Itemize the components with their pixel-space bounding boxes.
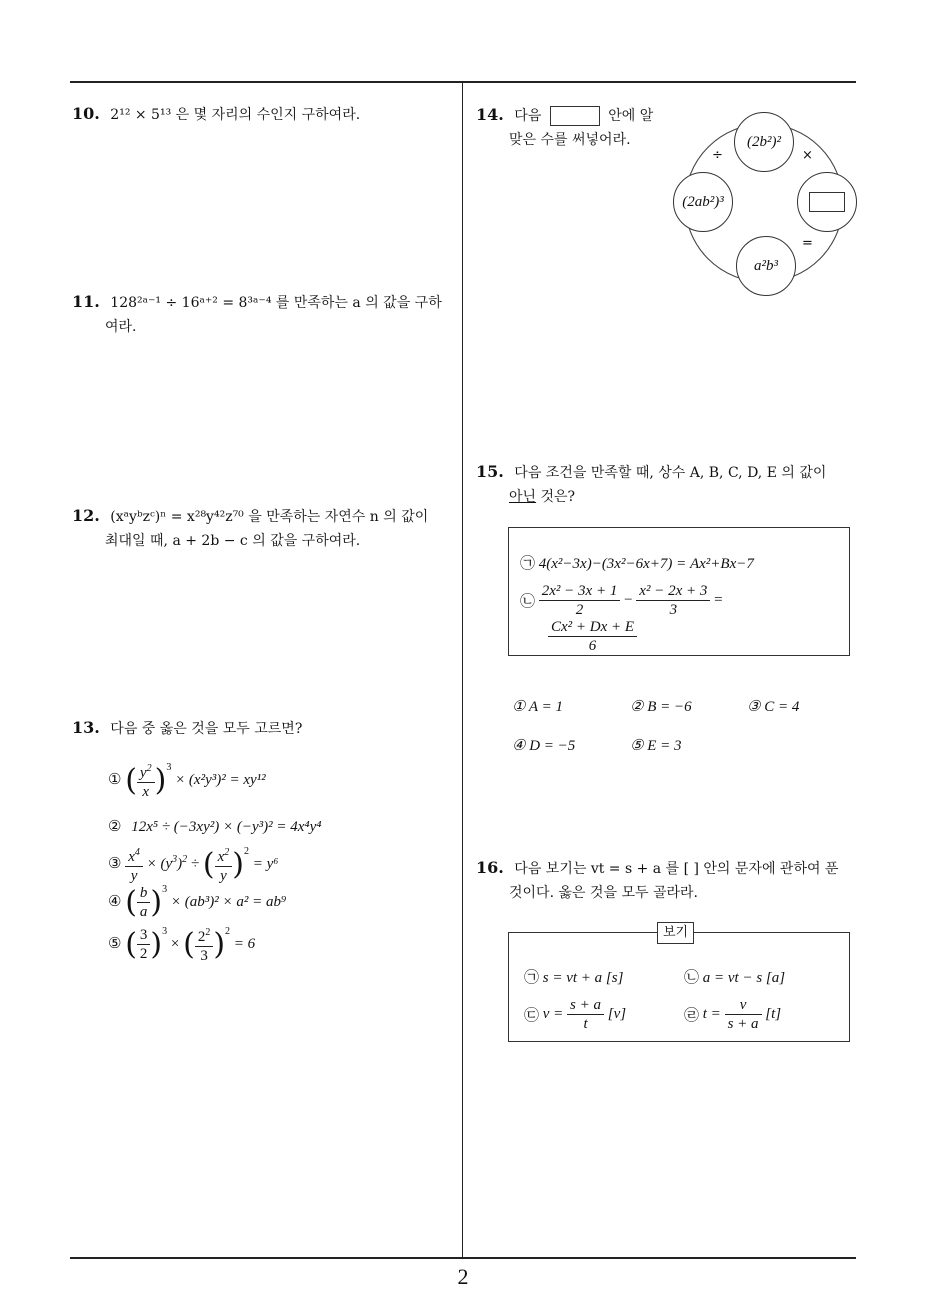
q15-option-1: ① A = 1 xyxy=(512,699,563,715)
question-14 xyxy=(476,103,653,152)
question-text: 2¹² × 5¹³ 은 몇 자리의 수인지 구하여라. xyxy=(110,107,361,123)
answer-blank-box[interactable] xyxy=(550,106,600,126)
question-12 xyxy=(72,504,458,553)
example-item-4: ㉣ t = $\frac{v}{s + a}$ [t] xyxy=(684,997,782,1032)
circle-top: (2b²)² xyxy=(734,112,794,172)
question-number: 15. xyxy=(476,462,504,481)
condition-mark: ㉠ xyxy=(520,556,536,572)
question-number: 14. xyxy=(476,105,504,124)
option-mark: ① xyxy=(108,771,122,788)
condition-mark: ㉡ xyxy=(520,594,536,610)
question-number: 11. xyxy=(72,292,100,311)
question-text-line2: 최대일 때, a + 2b − c 의 값을 구하여라. xyxy=(105,533,361,549)
circle-right xyxy=(797,172,857,232)
question-text-line1: (xᵃyᵇzᶜ)ⁿ = x²⁸y⁴²z⁷⁰ 을 만족하는 자연수 n 의 값이 xyxy=(110,509,429,525)
question-13 xyxy=(72,716,302,741)
question-text-line1: 128²ᵃ⁻¹ ÷ 16ᵃ⁺² = 8³ᵃ⁻⁴ 를 만족하는 a 의 값을 구하 xyxy=(110,295,442,311)
emphasis-underlined: 아닌 xyxy=(509,489,537,505)
option-mark: ⑤ xyxy=(108,935,122,952)
bottom-rule xyxy=(70,1257,856,1259)
option-mark: ③ xyxy=(108,855,122,872)
question-text: 다음 중 옳은 것을 모두 고르면? xyxy=(110,721,303,737)
example-item-3: ㉢ v = $\frac{s + a}{t}$ [v] xyxy=(524,997,627,1032)
question-text-1a: 다음 xyxy=(514,108,542,124)
option-mark: ④ xyxy=(108,894,122,910)
q13-option-1: ① ( $\frac{y^2}{x}$ )$^3$ × (x²y³)² = xy¹² xyxy=(108,761,266,800)
option-tail: = y⁶ xyxy=(252,855,279,872)
condition-2-rhs: $\frac{\text{Cx² + Dx + E}}{6}$ xyxy=(548,618,637,655)
question-number: 13. xyxy=(72,718,100,737)
condition-2: ㉡ $\frac{\text{2x² − 3x + 1}}{2}$ − $\frac{\text{x² − 2x + 3}}{3}$ = xyxy=(520,583,723,618)
circle-left: (2ab²)³ xyxy=(673,172,733,232)
question-number: 10. xyxy=(72,104,100,123)
q13-option-3: ③ $\frac{x^4}{y}$ × $(y^3)^2$ ÷ ( $\frac{x^2}{y}$ )$^2$ = y⁶ xyxy=(108,845,279,884)
question-text-line2: 맞은 수를 써넣어라. xyxy=(509,132,631,148)
q15-option-4: ④ D = −5 xyxy=(512,738,576,754)
circle-bottom: a²b³ xyxy=(736,236,796,296)
question-text-line2: 것이다. 옳은 것을 모두 골라라. xyxy=(509,885,698,901)
question-text-line1: 다음 보기는 vt = s + a 를 [ ] 안의 문자에 관하여 푼 xyxy=(514,861,839,877)
question-text-line1: 다음 조건을 만족할 때, 상수 A, B, C, D, E 의 값이 xyxy=(514,465,827,481)
question-number: 16. xyxy=(476,858,504,877)
question-10 xyxy=(72,102,360,127)
q13-option-4: ④ ( $\frac{b}{a}$ )$^3$ × (ab³)² × a² = ab⁹ xyxy=(108,884,287,921)
q13-option-5: ⑤ ( $\frac{3}{2}$ )$^3$ × ( $\frac{2^2}{3}$ )$^2$ = 6 xyxy=(108,925,256,964)
answer-blank-box[interactable] xyxy=(809,192,845,212)
option-tail: × (x²y³)² = xy¹² xyxy=(175,771,266,788)
question-number: 12. xyxy=(72,506,100,525)
question-text-1b: 안에 알 xyxy=(608,108,654,124)
option-tail: 12x⁵ ÷ (−3xy²) × (−y³)² = 4x⁴y⁴ xyxy=(131,819,322,835)
divide-operator: ÷ xyxy=(712,148,723,163)
q15-option-3: ③ C = 4 xyxy=(747,699,800,715)
page-number: 2 xyxy=(457,1264,469,1289)
q15-option-2: ② B = −6 xyxy=(630,699,692,715)
times-operator: × xyxy=(802,148,813,163)
column-divider xyxy=(462,82,463,1258)
question-text-line2: 여라. xyxy=(105,319,137,335)
example-box-label: 보기 xyxy=(657,922,694,944)
option-tail: × (ab³)² × a² = ab⁹ xyxy=(170,894,287,910)
equals-operator: = xyxy=(802,236,813,251)
example-item-1: ㉠ s = vt + a [s] xyxy=(524,970,624,986)
q13-option-2 xyxy=(108,817,322,836)
question-text-line2: 것은? xyxy=(536,489,576,505)
option-mark: ② xyxy=(108,819,122,835)
question-15 xyxy=(476,460,856,509)
example-item-2: ㉡ a = vt − s [a] xyxy=(684,970,786,986)
condition-text: 4(x²−3x)−(3x²−6x+7) = Ax²+Bx−7 xyxy=(538,556,754,572)
question-16 xyxy=(476,856,860,905)
question-11 xyxy=(72,290,458,339)
q15-option-5: ⑤ E = 3 xyxy=(630,738,682,754)
option-tail: = 6 xyxy=(233,935,256,952)
condition-1 xyxy=(520,552,754,573)
